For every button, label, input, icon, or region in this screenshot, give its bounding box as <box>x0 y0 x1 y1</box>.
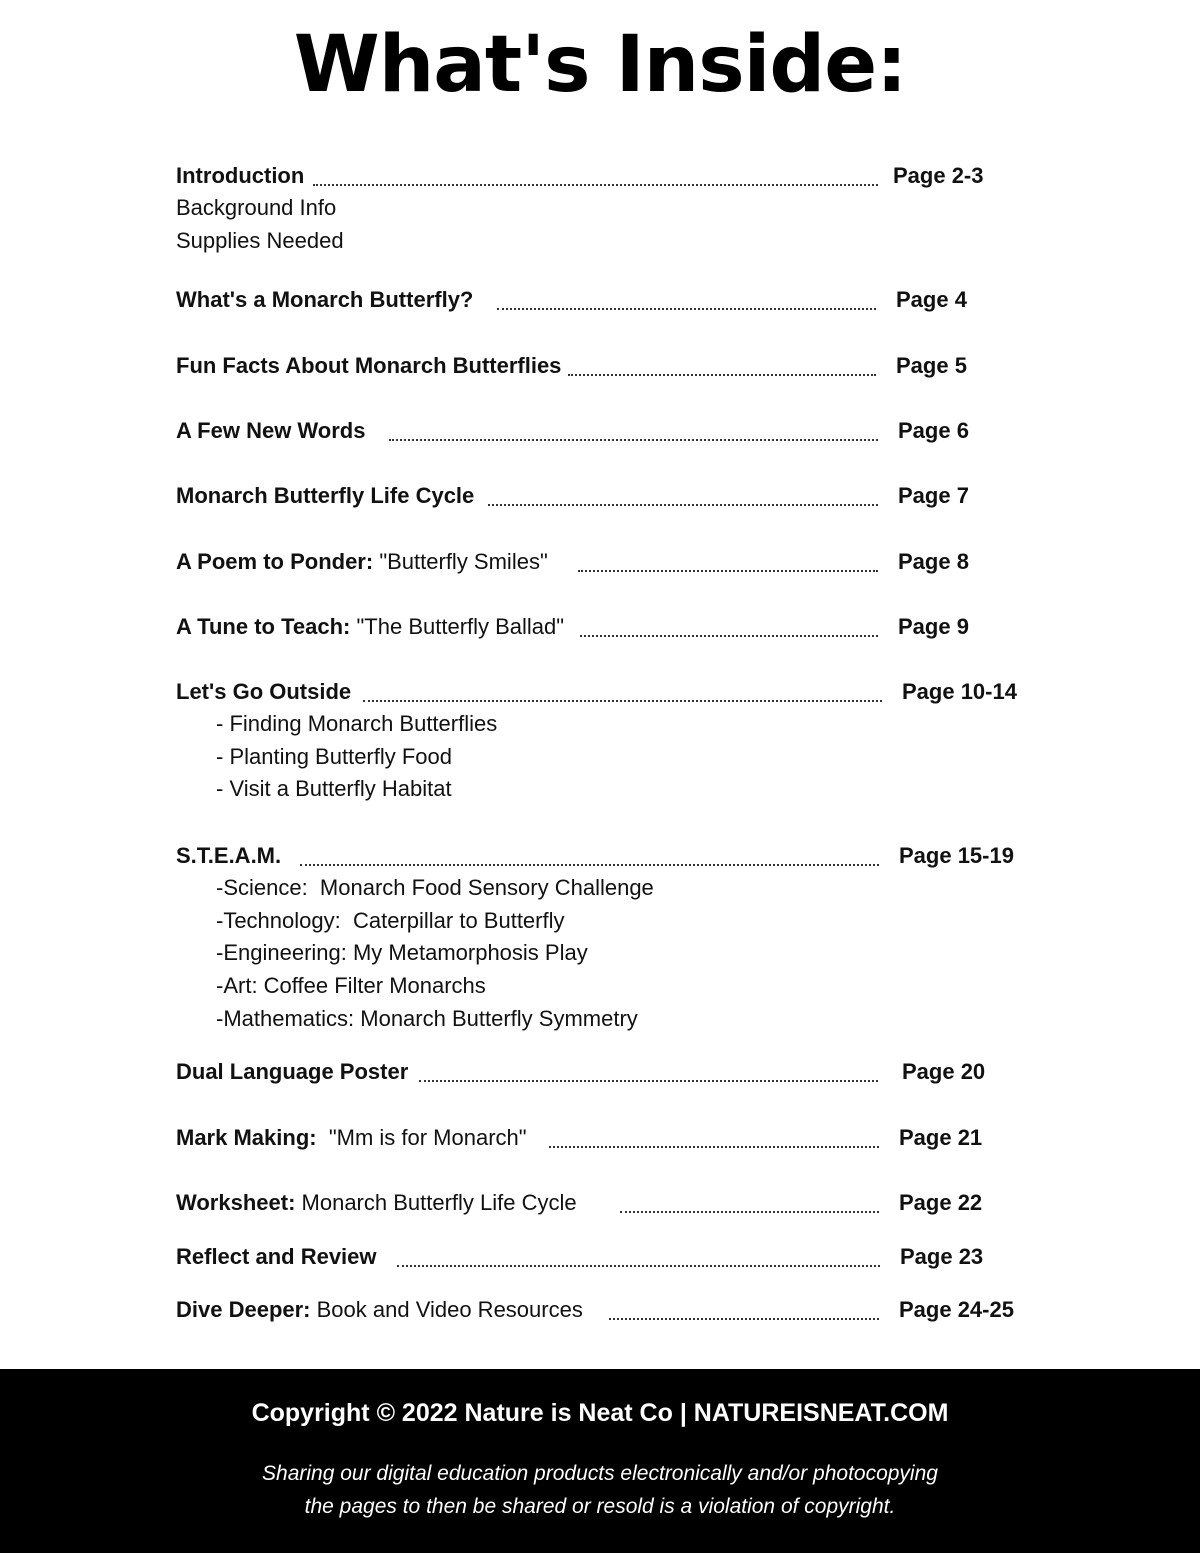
page-number: Page 7 <box>898 483 969 508</box>
toc-entry <box>176 160 344 257</box>
toc-entry <box>176 1056 408 1088</box>
copyright-notice <box>0 1457 1200 1523</box>
toc-entry-title <box>176 1187 577 1219</box>
page-number: Page 2-3 <box>893 163 984 188</box>
dot-leader <box>363 698 882 702</box>
toc-entry <box>176 840 654 1036</box>
toc-entry-title <box>176 1122 527 1154</box>
toc-entry <box>176 350 561 382</box>
toc-entry-label <box>176 350 561 382</box>
toc-entry-bold-text: Dive Deeper: <box>176 1297 311 1322</box>
toc-entry <box>176 676 497 806</box>
dot-leader <box>568 372 876 376</box>
toc-entry-subtitle: Book and Video Resources <box>310 1297 583 1322</box>
toc-entry-bold-text: Reflect and Review <box>176 1244 377 1269</box>
toc-entry-subtitle: "Butterfly Smiles" <box>373 549 548 574</box>
dot-leader <box>419 1078 878 1082</box>
page-number: Page 22 <box>899 1190 983 1215</box>
toc-sub-item: - Planting Butterfly Food <box>216 743 453 769</box>
dot-leader <box>578 568 878 572</box>
toc-entry <box>176 1122 527 1154</box>
toc-entry-label <box>176 1122 527 1154</box>
dot-leader <box>497 306 876 310</box>
footer <box>0 1369 1200 1553</box>
page-number: Page 20 <box>902 1059 986 1084</box>
page-title: What's Inside: <box>293 20 907 110</box>
toc-entry <box>176 1241 377 1273</box>
dot-leader <box>580 633 878 637</box>
toc-entry <box>176 1187 577 1219</box>
toc-entry-subtitle: "The Butterfly Ballad" <box>350 614 565 639</box>
toc-entry-title <box>176 160 344 192</box>
page-number: Page 24-25 <box>899 1297 1014 1322</box>
toc-entry-title <box>176 1294 583 1326</box>
toc-sub-item: -Science: Monarch Food Sensory Challenge <box>216 875 654 900</box>
toc-entry-label <box>176 1056 408 1088</box>
toc-entry-label <box>176 480 474 512</box>
toc-entry-label <box>176 160 304 192</box>
copyright-text: Copyright © 2022 Nature is Neat Co | NATUREISNEAT.COM <box>251 1399 949 1427</box>
toc-entry <box>176 415 365 447</box>
page-number: Page 9 <box>898 614 969 639</box>
toc-entry-bold-text: A Poem to Ponder: <box>176 549 374 574</box>
dot-leader <box>549 1144 879 1148</box>
toc-entry-title <box>176 840 654 872</box>
toc-entry-title <box>176 415 365 447</box>
toc-entry-bold-text: Introduction <box>176 163 305 188</box>
notice-line-1: Sharing our digital education products electronically and/or photocopying <box>262 1462 938 1485</box>
notice-line-2: the pages to then be shared or resold is a violation of copyright. <box>304 1495 896 1518</box>
toc-entry-bold-text: S.T.E.A.M. <box>176 843 282 868</box>
toc-entry-bold-text: Mark Making: <box>176 1125 317 1150</box>
dot-leader <box>397 1263 880 1267</box>
dot-leader <box>389 437 878 441</box>
dot-leader <box>609 1316 879 1320</box>
toc-entry-bold-text: Let's Go Outside <box>176 679 352 704</box>
dot-leader <box>488 502 878 506</box>
toc-sub-item: - Visit a Butterfly Habitat <box>216 776 452 802</box>
toc-entry-label <box>176 284 473 316</box>
toc-entry-bold-text: Fun Facts About Monarch Butterflies <box>176 353 562 378</box>
toc-entry-bold-text: Worksheet: <box>176 1190 296 1215</box>
toc-entry-title <box>176 546 548 578</box>
toc-entry <box>176 480 474 512</box>
toc-entry-subtitle: Monarch Butterfly Life Cycle <box>295 1190 577 1215</box>
toc-sub-item: Background Info <box>176 195 337 220</box>
dot-leader <box>313 182 878 186</box>
page-number: Page 4 <box>896 287 967 312</box>
page-number: Page 8 <box>898 549 969 574</box>
toc-entry-bold-text: What's a Monarch Butterfly? <box>176 287 474 312</box>
toc-entry-label <box>176 1294 583 1326</box>
toc-entry-title <box>176 676 497 708</box>
toc-sub-item: -Art: Coffee Filter Monarchs <box>216 973 486 999</box>
toc-sub-item: -Mathematics: Monarch Butterfly Symmetry <box>216 1005 638 1031</box>
toc-entry <box>176 284 473 316</box>
toc-sub-item: -Technology: Caterpillar to Butterfly <box>216 907 565 933</box>
page-number: Page 21 <box>899 1125 983 1150</box>
toc-entry-bold-text: Monarch Butterfly Life Cycle <box>176 483 475 508</box>
toc-entry-label <box>176 1241 377 1273</box>
page-number: Page 15-19 <box>899 843 1014 868</box>
toc-entry <box>176 1294 583 1326</box>
toc-entry <box>176 611 564 643</box>
toc-entry-label <box>176 611 564 643</box>
toc-entry <box>176 546 548 578</box>
toc-entry-title <box>176 1241 377 1273</box>
toc-entry-title <box>176 350 561 382</box>
toc-entry-title <box>176 1056 408 1088</box>
toc-entry-title <box>176 480 474 512</box>
dot-leader <box>300 862 879 866</box>
toc-sub-item: -Engineering: My Metamorphosis Play <box>216 940 588 966</box>
toc-entry-label <box>176 840 281 872</box>
page-number: Page 23 <box>900 1244 984 1269</box>
toc-entry-label <box>176 676 351 708</box>
toc-entry-bold-text: A Tune to Teach: <box>176 614 351 639</box>
toc-sub-item: Supplies Needed <box>176 227 344 253</box>
toc-entry-bold-text: Dual Language Poster <box>176 1059 409 1084</box>
page-number: Page 10-14 <box>902 679 1017 704</box>
toc-entry-label <box>176 415 365 447</box>
toc-sub-item: - Finding Monarch Butterflies <box>216 711 498 736</box>
toc-entry-label <box>176 1187 577 1219</box>
toc-entry-title <box>176 611 564 643</box>
dot-leader <box>620 1209 879 1213</box>
page-number: Page 6 <box>898 418 969 443</box>
toc-entry-subtitle: "Mm is for Monarch" <box>316 1125 527 1150</box>
page-number: Page 5 <box>896 353 967 378</box>
toc-entry-bold-text: A Few New Words <box>176 418 366 443</box>
toc-entry-title <box>176 284 473 316</box>
toc-entry-label <box>176 546 548 578</box>
